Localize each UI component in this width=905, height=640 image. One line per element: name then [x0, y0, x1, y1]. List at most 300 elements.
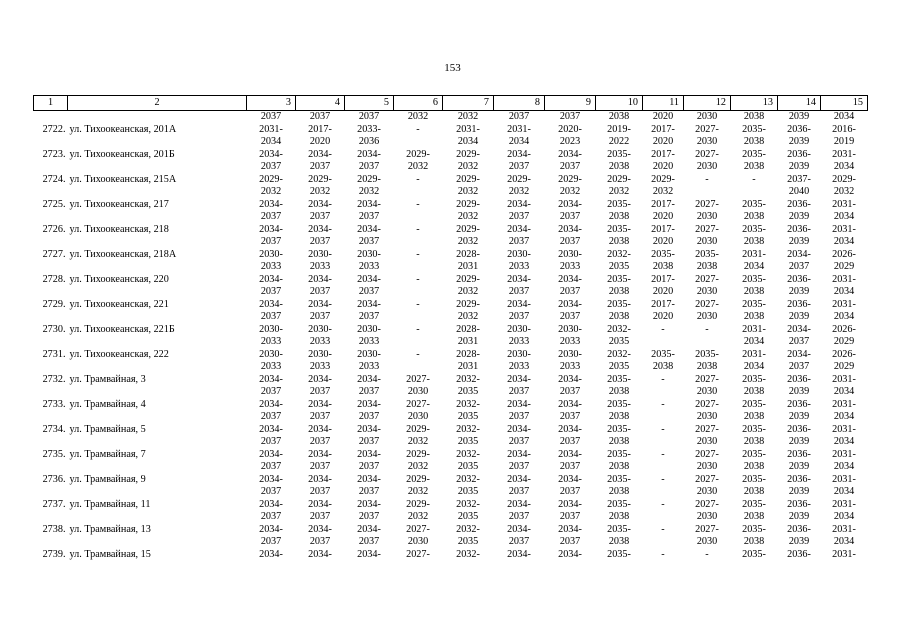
- period-end-cell: 2033: [358, 336, 380, 347]
- period-end-cell: 2035: [457, 436, 479, 447]
- period-start-cell: 2031-: [832, 223, 856, 235]
- period-start-cell: 2034-: [308, 398, 332, 410]
- period-end-cell: 2020: [652, 211, 674, 222]
- period-start-cell: 2034-: [507, 548, 531, 560]
- period-start-cell: 2029-: [259, 173, 283, 185]
- period-end-cell: 2030: [696, 311, 718, 322]
- continuation-cell: 2020: [652, 111, 674, 122]
- continuation-cell: 2037: [508, 111, 530, 122]
- period-start-cell: 2036-: [787, 498, 811, 510]
- row-number: 2725.: [42, 198, 66, 210]
- empty-cell: [34, 261, 68, 274]
- address: ул. Трамвайная, 7: [69, 448, 146, 460]
- period-end-cell: 2037: [309, 386, 331, 397]
- period-end-cell: 2037: [508, 511, 530, 522]
- period-end-cell: 2034: [833, 161, 855, 172]
- period-start-cell: 2035-: [742, 198, 766, 210]
- period-end-cell: 2030: [407, 536, 429, 547]
- period-start-cell: -: [661, 323, 665, 335]
- row-number: 2731.: [42, 348, 66, 360]
- period-end-cell: 2037: [508, 386, 530, 397]
- table-row-continuation: [34, 386, 868, 399]
- period-end-cell: 2037: [559, 486, 581, 497]
- period-end-cell: 2032: [407, 511, 429, 522]
- period-end-cell: 2035: [608, 361, 630, 372]
- period-start-cell: 2031-: [259, 123, 283, 135]
- period-end-cell: 2034: [457, 136, 479, 147]
- period-end-cell: 2037: [508, 161, 530, 172]
- period-end-cell: 2030: [696, 436, 718, 447]
- continuation-cell: 2032: [457, 111, 479, 122]
- period-start-cell: 2032-: [607, 323, 631, 335]
- period-end-cell: 2032: [309, 186, 331, 197]
- period-start-cell: 2035-: [742, 523, 766, 535]
- period-start-cell: 2036-: [787, 398, 811, 410]
- period-start-cell: 2027-: [406, 373, 430, 385]
- period-end-cell: 2039: [788, 236, 810, 247]
- period-start-cell: 2035-: [607, 523, 631, 535]
- period-end-cell: 2035: [457, 511, 479, 522]
- period-end-cell: 2038: [608, 436, 630, 447]
- period-start-cell: 2035-: [742, 373, 766, 385]
- period-end-cell: 2038: [608, 161, 630, 172]
- period-end-cell: 2037: [260, 511, 282, 522]
- period-end-cell: 2039: [788, 461, 810, 472]
- period-start-cell: 2016-: [832, 123, 856, 135]
- schedule-table: [33, 95, 868, 561]
- period-end-cell: 2037: [559, 386, 581, 397]
- period-start-cell: 2034-: [259, 548, 283, 560]
- table-row: [34, 549, 868, 562]
- page-number: 153: [444, 62, 461, 74]
- address: ул. Тихоокеанская, 221: [69, 298, 169, 310]
- period-end-cell: 2032: [457, 286, 479, 297]
- period-end-cell: 2037: [788, 261, 810, 272]
- period-start-cell: 2034-: [308, 198, 332, 210]
- period-start-cell: -: [416, 348, 420, 360]
- empty-cell: [34, 361, 68, 374]
- period-start-cell: 2017-: [651, 198, 675, 210]
- period-end-cell: 2038: [743, 286, 765, 297]
- period-start-cell: 2032-: [456, 523, 480, 535]
- row-number: 2729.: [42, 298, 66, 310]
- period-start-cell: 2030-: [507, 348, 531, 360]
- period-start-cell: 2029-: [406, 498, 430, 510]
- empty-cell: [68, 261, 247, 274]
- period-end-cell: 2034: [833, 461, 855, 472]
- period-end-cell: 2033: [508, 336, 530, 347]
- period-start-cell: 2026-: [832, 323, 856, 335]
- period-end-cell: 2033: [309, 361, 331, 372]
- row-number: 2730.: [42, 323, 66, 335]
- period-end-cell: 2037: [358, 436, 380, 447]
- period-end-cell: 2033: [309, 336, 331, 347]
- period-start-cell: 2034-: [357, 548, 381, 560]
- period-end-cell: 2034: [833, 211, 855, 222]
- period-start-cell: 2031-: [832, 523, 856, 535]
- address: ул. Тихоокеанская, 220: [69, 273, 169, 285]
- period-start-cell: 2027-: [695, 448, 719, 460]
- period-start-cell: 2030-: [308, 323, 332, 335]
- period-start-cell: 2027-: [695, 523, 719, 535]
- period-end-cell: 2032: [833, 186, 855, 197]
- period-end-cell: [643, 411, 684, 424]
- period-start-cell: 2036-: [787, 448, 811, 460]
- column-header-5: 5: [345, 96, 394, 111]
- period-end-cell: 2035: [608, 336, 630, 347]
- address: ул. Тихоокеанская, 222: [69, 348, 169, 360]
- table-row-continuation: [34, 511, 868, 524]
- period-end-cell: 2037: [358, 461, 380, 472]
- empty-cell: [68, 436, 247, 449]
- empty-cell: [68, 111, 247, 124]
- period-start-cell: 2034-: [507, 148, 531, 160]
- period-end-cell: 2031: [457, 261, 479, 272]
- period-start-cell: 2035-: [607, 398, 631, 410]
- period-start-cell: 2031-: [832, 498, 856, 510]
- period-end-cell: 2033: [260, 336, 282, 347]
- empty-cell: [34, 311, 68, 324]
- period-start-cell: 2030-: [558, 323, 582, 335]
- period-end-cell: 2038: [743, 211, 765, 222]
- period-start-cell: 2030-: [308, 348, 332, 360]
- empty-cell: [34, 486, 68, 499]
- period-end-cell: 2030: [696, 461, 718, 472]
- period-start-cell: 2027-: [695, 473, 719, 485]
- empty-cell: [34, 186, 68, 199]
- address: ул. Тихоокеанская, 215А: [69, 173, 177, 185]
- period-start-cell: 2034-: [558, 523, 582, 535]
- period-start-cell: 2035-: [742, 398, 766, 410]
- period-start-cell: 2027-: [695, 498, 719, 510]
- period-start-cell: 2034-: [357, 448, 381, 460]
- period-start-cell: 2034-: [507, 223, 531, 235]
- period-start-cell: 2035-: [742, 498, 766, 510]
- row-number: 2724.: [42, 173, 66, 185]
- period-end-cell: 2037: [260, 536, 282, 547]
- period-end-cell: 2037: [559, 311, 581, 322]
- period-end-cell: 2034: [833, 486, 855, 497]
- period-start-cell: 2031-: [832, 198, 856, 210]
- period-start-cell: 2034-: [558, 498, 582, 510]
- period-end-cell: 2039: [788, 136, 810, 147]
- period-start-cell: 2032-: [456, 448, 480, 460]
- period-end-cell: 2032: [407, 161, 429, 172]
- period-start-cell: -: [661, 398, 665, 410]
- period-end-cell: 2037: [559, 286, 581, 297]
- period-start-cell: 2027-: [695, 223, 719, 235]
- period-start-cell: 2029-: [456, 148, 480, 160]
- continuation-cell: 2039: [788, 111, 810, 122]
- period-start-cell: 2032-: [456, 498, 480, 510]
- period-end-cell: 2032: [407, 436, 429, 447]
- period-start-cell: 2034-: [259, 473, 283, 485]
- period-end-cell: 2034: [833, 311, 855, 322]
- table-row: [34, 249, 868, 262]
- period-start-cell: 2036-: [787, 198, 811, 210]
- period-end-cell: 2038: [608, 286, 630, 297]
- period-end-cell: 2020: [652, 161, 674, 172]
- period-end-cell: 2030: [696, 136, 718, 147]
- empty-cell: [68, 236, 247, 249]
- period-end-cell: 2037: [309, 286, 331, 297]
- row-number: 2728.: [42, 273, 66, 285]
- continuation-cell: 2037: [559, 111, 581, 122]
- period-end-cell: 2034: [833, 536, 855, 547]
- period-start-cell: 2019-: [607, 123, 631, 135]
- period-end-cell: 2038: [608, 386, 630, 397]
- period-end-cell: 2033: [508, 261, 530, 272]
- period-end-cell: 2032: [559, 186, 581, 197]
- period-start-cell: 2034-: [308, 298, 332, 310]
- period-end-cell: 2032: [358, 186, 380, 197]
- period-end-cell: 2032: [407, 486, 429, 497]
- period-end-cell: 2038: [608, 536, 630, 547]
- empty-cell: [34, 136, 68, 149]
- period-start-cell: -: [416, 123, 420, 135]
- period-start-cell: 2034-: [357, 423, 381, 435]
- empty-cell: [68, 311, 247, 324]
- period-end-cell: 2037: [260, 486, 282, 497]
- period-end-cell: 2037: [260, 411, 282, 422]
- period-end-cell: 2035: [457, 536, 479, 547]
- period-start-cell: 2031-: [832, 423, 856, 435]
- period-start-cell: 2028-: [456, 348, 480, 360]
- period-start-cell: 2035-: [607, 498, 631, 510]
- period-start-cell: 2026-: [832, 348, 856, 360]
- period-end-cell: [643, 336, 684, 349]
- period-start-cell: 2034-: [308, 373, 332, 385]
- address: ул. Трамвайная, 15: [69, 548, 151, 560]
- period-end-cell: 2037: [309, 411, 331, 422]
- column-header-3: 3: [247, 96, 296, 111]
- period-end-cell: 2037: [508, 311, 530, 322]
- period-start-cell: 2026-: [832, 248, 856, 260]
- table-row: [34, 424, 868, 437]
- period-start-cell: 2036-: [787, 373, 811, 385]
- table-row-continuation: [34, 411, 868, 424]
- period-start-cell: 2036-: [787, 548, 811, 560]
- period-start-cell: -: [416, 198, 420, 210]
- period-end-cell: 2030: [407, 411, 429, 422]
- period-end-cell: 2038: [743, 236, 765, 247]
- table-row-continuation: [34, 286, 868, 299]
- period-end-cell: 2020: [652, 311, 674, 322]
- table-row-continuation: [34, 336, 868, 349]
- period-start-cell: 2035-: [742, 223, 766, 235]
- period-end-cell: 2033: [559, 361, 581, 372]
- period-start-cell: 2027-: [695, 123, 719, 135]
- period-start-cell: 2035-: [695, 248, 719, 260]
- period-start-cell: 2034-: [357, 398, 381, 410]
- empty-cell: [68, 386, 247, 399]
- period-end-cell: 2038: [743, 511, 765, 522]
- continuation-cell: 2037: [260, 111, 282, 122]
- period-start-cell: 2034-: [308, 273, 332, 285]
- period-end-cell: 2034: [833, 286, 855, 297]
- period-end-cell: 2038: [608, 311, 630, 322]
- column-header-7: 7: [443, 96, 494, 111]
- empty-cell: [68, 461, 247, 474]
- column-header-13: 13: [731, 96, 778, 111]
- period-start-cell: 2034-: [357, 273, 381, 285]
- continuation-cell: 2038: [743, 111, 765, 122]
- period-end-cell: 2038: [743, 536, 765, 547]
- empty-cell: [34, 411, 68, 424]
- continuation-row: [34, 111, 868, 124]
- period-start-cell: 2034-: [507, 273, 531, 285]
- period-start-cell: -: [661, 548, 665, 560]
- period-end-cell: [394, 236, 443, 249]
- period-end-cell: 2037: [559, 436, 581, 447]
- period-end-cell: 2037: [508, 536, 530, 547]
- period-start-cell: 2034-: [558, 423, 582, 435]
- period-start-cell: 2029-: [456, 223, 480, 235]
- empty-cell: [68, 286, 247, 299]
- period-start-cell: 2030-: [308, 248, 332, 260]
- period-end-cell: 2039: [788, 161, 810, 172]
- table-row: [34, 224, 868, 237]
- period-start-cell: 2034-: [357, 223, 381, 235]
- period-start-cell: 2029-: [357, 173, 381, 185]
- period-start-cell: 2034-: [308, 523, 332, 535]
- period-start-cell: 2031-: [742, 323, 766, 335]
- period-start-cell: 2034-: [507, 448, 531, 460]
- period-end-cell: 2038: [608, 236, 630, 247]
- period-start-cell: 2029-: [651, 173, 675, 185]
- empty-cell: [68, 511, 247, 524]
- period-end-cell: 2037: [358, 486, 380, 497]
- period-start-cell: 2034-: [507, 198, 531, 210]
- column-header-9: 9: [545, 96, 596, 111]
- period-start-cell: 2034-: [558, 448, 582, 460]
- period-start-cell: 2034-: [558, 473, 582, 485]
- period-start-cell: 2036-: [787, 423, 811, 435]
- period-start-cell: -: [705, 323, 709, 335]
- table-row-continuation: [34, 436, 868, 449]
- period-end-cell: 2032: [457, 236, 479, 247]
- period-start-cell: 2034-: [507, 398, 531, 410]
- period-end-cell: 2020: [652, 286, 674, 297]
- period-start-cell: 2017-: [651, 273, 675, 285]
- period-start-cell: 2034-: [507, 298, 531, 310]
- period-start-cell: 2017-: [651, 148, 675, 160]
- period-end-cell: 2030: [696, 286, 718, 297]
- period-start-cell: 2034-: [787, 248, 811, 260]
- period-start-cell: 2031-: [832, 273, 856, 285]
- period-start-cell: 2030-: [357, 348, 381, 360]
- address: ул. Тихоокеанская, 201Б: [69, 148, 175, 160]
- period-start-cell: 2034-: [357, 298, 381, 310]
- period-start-cell: 2031-: [832, 148, 856, 160]
- continuation-cell: 2038: [608, 111, 630, 122]
- period-end-cell: 2038: [743, 161, 765, 172]
- continuation-cell: 2037: [309, 111, 331, 122]
- period-end-cell: 2037: [260, 461, 282, 472]
- table-row: [34, 399, 868, 412]
- table-header: [34, 96, 868, 111]
- empty-cell: [34, 336, 68, 349]
- row-number: 2722.: [42, 123, 66, 135]
- period-end-cell: 2022: [608, 136, 630, 147]
- period-start-cell: -: [705, 173, 709, 185]
- period-start-cell: -: [661, 373, 665, 385]
- period-end-cell: 2033: [508, 361, 530, 372]
- period-end-cell: 2029: [833, 336, 855, 347]
- period-start-cell: 2034-: [357, 373, 381, 385]
- empty-cell: [68, 211, 247, 224]
- period-start-cell: 2029-: [406, 448, 430, 460]
- period-start-cell: 2036-: [787, 223, 811, 235]
- table-row-continuation: [34, 236, 868, 249]
- table-row: [34, 299, 868, 312]
- period-start-cell: 2034-: [507, 473, 531, 485]
- period-end-cell: 2032: [457, 161, 479, 172]
- period-start-cell: 2036-: [787, 273, 811, 285]
- period-start-cell: 2036-: [787, 523, 811, 535]
- period-end-cell: [394, 261, 443, 274]
- period-end-cell: 2037: [260, 311, 282, 322]
- period-start-cell: 2034-: [558, 398, 582, 410]
- period-start-cell: 2034-: [259, 498, 283, 510]
- empty-cell: [34, 461, 68, 474]
- period-end-cell: [684, 336, 731, 349]
- period-start-cell: 2035-: [695, 348, 719, 360]
- period-end-cell: 2039: [788, 386, 810, 397]
- period-start-cell: 2035-: [607, 448, 631, 460]
- period-start-cell: -: [416, 223, 420, 235]
- period-end-cell: 2038: [743, 486, 765, 497]
- period-end-cell: 2038: [608, 511, 630, 522]
- period-start-cell: 2035-: [607, 298, 631, 310]
- period-end-cell: 2030: [696, 511, 718, 522]
- period-end-cell: 2035: [457, 386, 479, 397]
- period-end-cell: 2032: [457, 186, 479, 197]
- period-end-cell: 2030: [696, 386, 718, 397]
- empty-cell: [34, 436, 68, 449]
- period-start-cell: 2035-: [651, 248, 675, 260]
- period-start-cell: 2030-: [259, 323, 283, 335]
- address: ул. Тихоокеанская, 218А: [69, 248, 177, 260]
- period-end-cell: 2035: [457, 486, 479, 497]
- continuation-cell: 2032: [407, 111, 429, 122]
- continuation-cell: 2030: [696, 111, 718, 122]
- period-start-cell: -: [416, 323, 420, 335]
- column-header-6: 6: [394, 96, 443, 111]
- empty-cell: [68, 161, 247, 174]
- period-end-cell: 2038: [652, 261, 674, 272]
- table-row-continuation: [34, 186, 868, 199]
- period-start-cell: -: [661, 448, 665, 460]
- period-end-cell: 2033: [260, 361, 282, 372]
- period-end-cell: 2037: [358, 386, 380, 397]
- period-start-cell: 2034-: [787, 348, 811, 360]
- period-end-cell: 2032: [652, 186, 674, 197]
- column-header-14: 14: [778, 96, 821, 111]
- period-start-cell: 2030-: [507, 323, 531, 335]
- period-end-cell: 2020: [309, 136, 331, 147]
- period-end-cell: 2038: [608, 211, 630, 222]
- period-end-cell: 2039: [788, 311, 810, 322]
- empty-cell: [34, 236, 68, 249]
- period-start-cell: 2031-: [507, 123, 531, 135]
- table-row: [34, 374, 868, 387]
- continuation-cell: 2037: [358, 111, 380, 122]
- period-end-cell: [394, 211, 443, 224]
- period-end-cell: 2032: [508, 186, 530, 197]
- period-start-cell: 2034-: [357, 473, 381, 485]
- period-start-cell: -: [705, 548, 709, 560]
